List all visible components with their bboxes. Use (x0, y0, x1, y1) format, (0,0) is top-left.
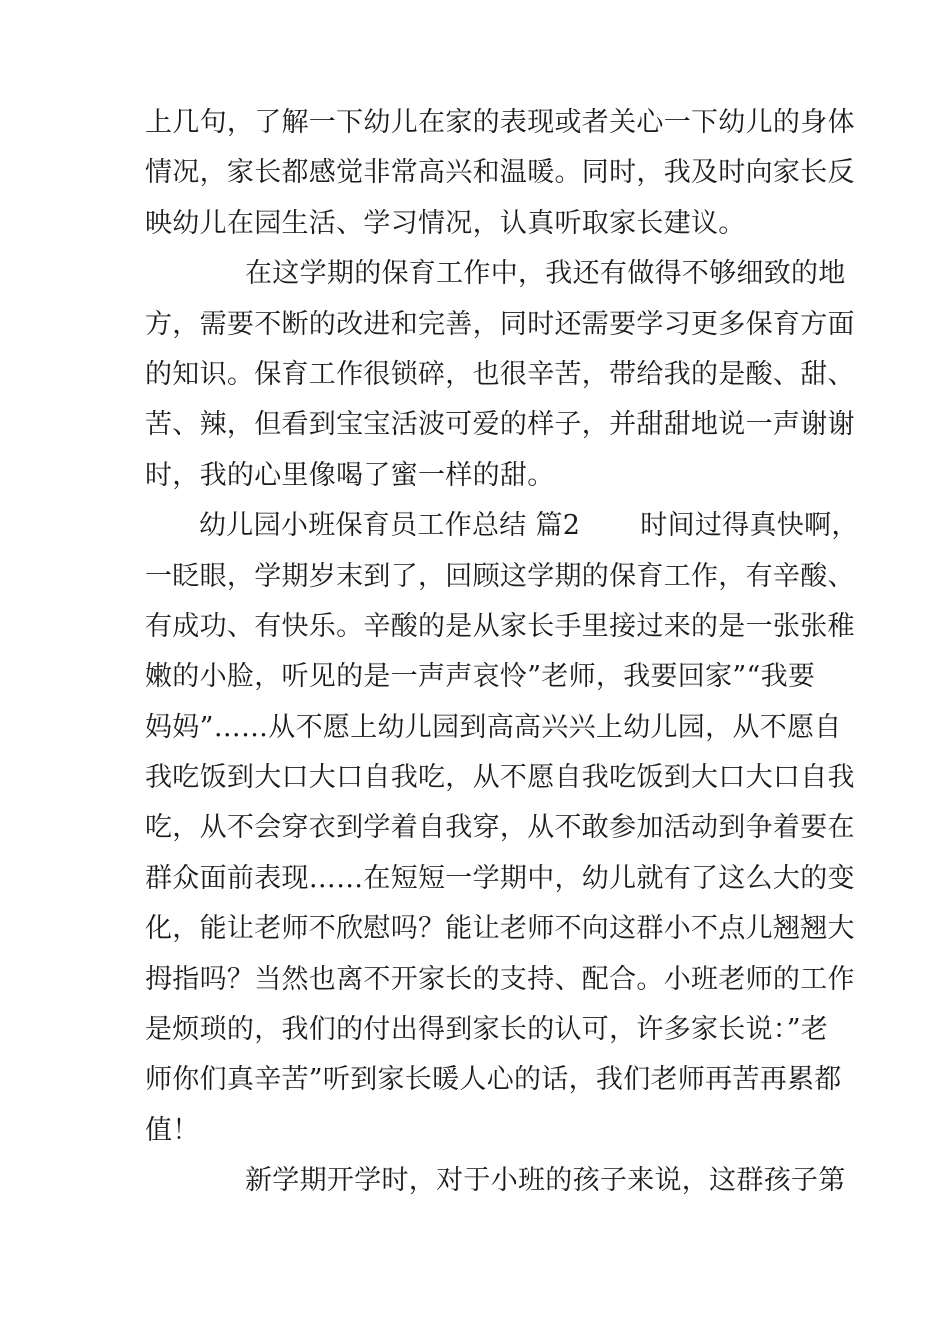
text-line: 值！ (145, 1114, 200, 1146)
section-heading: 幼儿园小班保育员工作总结 篇2 (199, 510, 581, 542)
text-line: 嫩的小脸，听见的是一声声哀怜”老师，我要回家”“我要 (145, 661, 816, 693)
text-line: 上几句，了解一下幼儿在家的表现或者关心一下幼儿的身体 (145, 107, 855, 138)
text-line: 苦、辣，但看到宝宝活波可爱的样子，并甜甜地说一声谢谢 (145, 409, 855, 441)
text-line: 一眨眼，学期岁末到了，回顾这学期的保育工作，有辛酸、 (145, 560, 855, 592)
text-line: 妈妈”……从不愿上幼儿园到高高兴兴上幼儿园，从不愿自 (145, 711, 842, 743)
text-line: 是烦琐的，我们的付出得到家长的认可，许多家长说：”老 (145, 1014, 829, 1046)
text-line: 时，我的心里像喝了蜜一样的甜。 (145, 459, 555, 491)
text-line: 师你们真辛苦”听到家长暖人心的话，我们老师再苦再累都 (145, 1064, 842, 1096)
text-line: 映幼儿在园生活、学习情况，认真听取家长建议。 (145, 207, 746, 239)
section-heading-line (145, 501, 859, 551)
section-opening-text: 时间过得真快啊， (640, 510, 859, 542)
document-body (145, 98, 859, 1207)
paragraph-start-line: 新学期开学时，对于小班的孩子来说，这群孩子第 (245, 1165, 846, 1197)
text-line: 群众面前表现……在短短一学期中，幼儿就有了这么大的变 (145, 862, 855, 894)
text-line: 拇指吗？当然也离不开家长的支持、配合。小班老师的工作 (145, 963, 855, 995)
text-line: 化，能让老师不欣慰吗？能让老师不向这群小不点儿翘翘大 (145, 913, 855, 945)
text-line: 方，需要不断的改进和完善，同时还需要学习更多保育方面 (145, 308, 855, 340)
text-line: 有成功、有快乐。辛酸的是从家长手里接过来的是一张张稚 (145, 610, 855, 642)
text-line: 吃，从不会穿衣到学着自我穿，从不敢参加活动到争着要在 (145, 812, 855, 844)
paragraph-start-line: 在这学期的保育工作中，我还有做得不够细致的地 (245, 258, 846, 290)
text-line: 情况，家长都感觉非常高兴和温暖。同时，我及时向家长反 (145, 157, 855, 189)
text-line: 我吃饭到大口大口自我吃，从不愿自我吃饭到大口大口自我 (145, 762, 855, 794)
text-line: 的知识。保育工作很锁碎，也很辛苦，带给我的是酸、甜、 (145, 358, 855, 390)
